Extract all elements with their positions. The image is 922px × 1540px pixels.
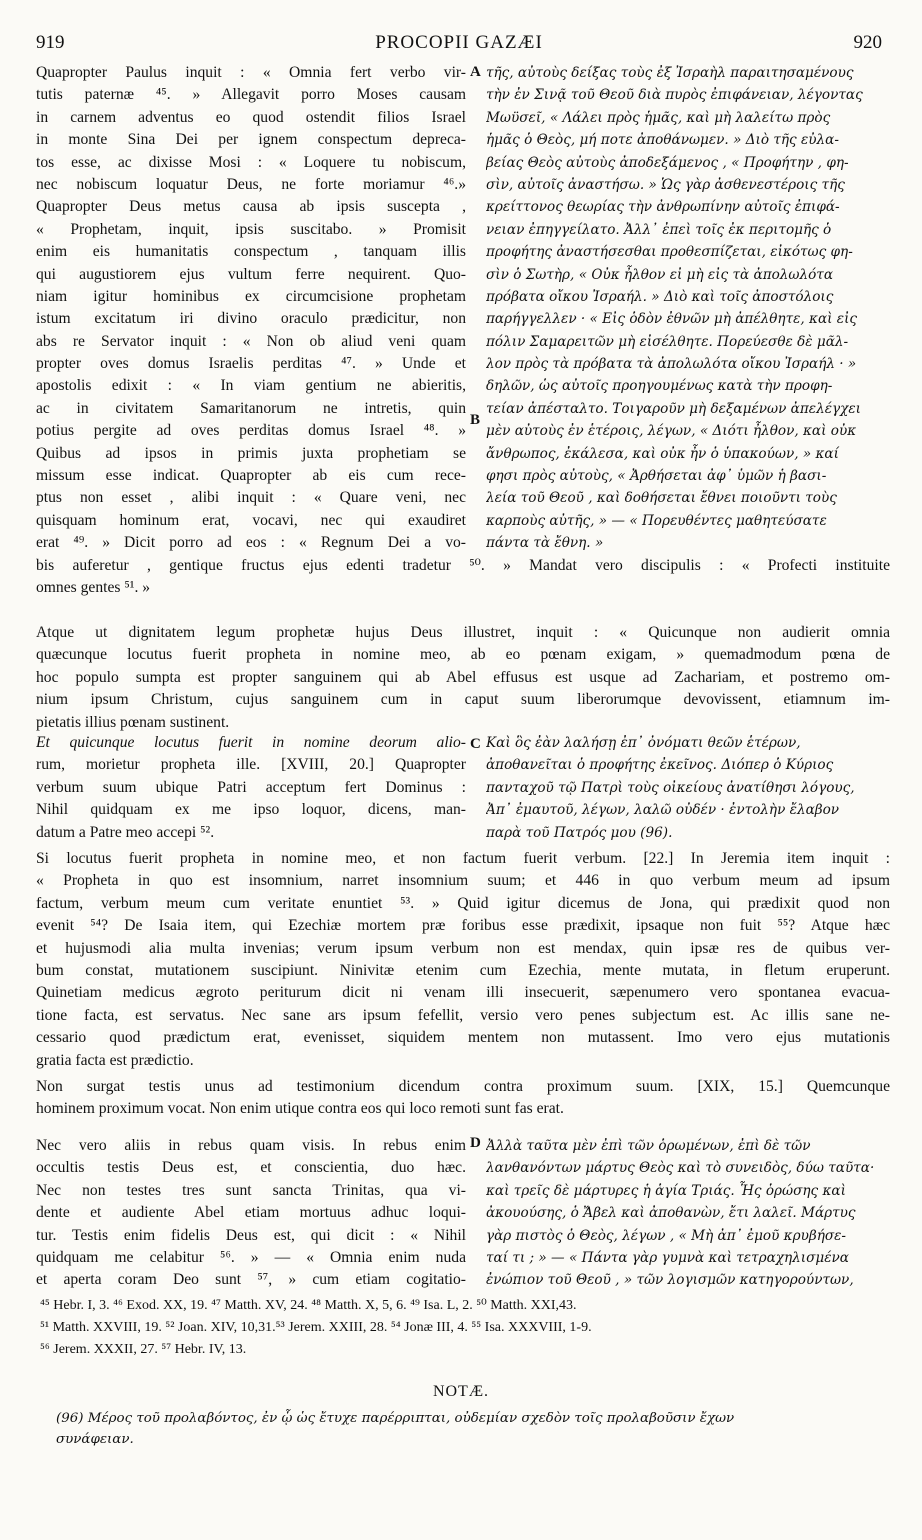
latin-line: apostolis edixit : « In viam gentium ne abieritis,	[36, 377, 466, 395]
latin-line: occultis testis Deus est, et conscientia, duo hæc.	[36, 1159, 466, 1177]
note-line: (96) Μέρος τοῦ προλαβόντος, ἐν ᾧ ὡς ἔτυχε παρέρριπται, οὐδεμίαν σχεδὸν τοῖς προλαβοῦσιν ἔχων	[56, 1411, 735, 1426]
latin-line: quisquam hominum erat, vocavi, nec qui exaudiret	[36, 511, 466, 529]
greek-line: καρποὺς αὐτῆς, » — « Πορευθέντες μαθητεύσατε	[486, 512, 827, 529]
latin-line: Quibus ad ipsos in primis juxta prophetiam se	[36, 444, 466, 462]
section-marker-a: A	[470, 64, 481, 80]
latin-line: ptus non esset , alibi inquit : « Quare veni, nec	[36, 489, 466, 507]
latin-line: hoc populo sumpta est propter sanguinem qui ab Abel effusus est usque ad Zachariam, et postremo om-	[36, 668, 890, 686]
latin-line: gratia facta est prædictio.	[36, 1051, 194, 1069]
greek-line: σὶν, αὐτοῖς ἀναστήσω. » Ὡς γὰρ ἀσθενεστέροις τῆς	[486, 176, 845, 193]
greek-line: καὶ τρεῖς δὲ μάρτυρες ἡ ἁγία Τριάς. Ἧς ὁρώσης καὶ	[486, 1182, 846, 1199]
latin-line: Quinetiam medicus ægroto periturum dicit ni venam illi insecuerit, sæpenumero vero spontanea evacua-	[36, 984, 890, 1002]
greek-line: λεία τοῦ Θεοῦ , καὶ δοθήσεται ἔθνει ποιοῦντι τοὺς	[486, 490, 837, 507]
latin-line: Atque ut dignitatem legum prophetæ hujus Deus illustret, inquit : « Quicunque non audierit omnia	[36, 624, 890, 641]
greek-line: ἐνώπιον τοῦ Θεοῦ , » τῶν λογισμῶν κατηγορούντων,	[486, 1272, 854, 1289]
latin-continuation	[36, 555, 890, 600]
section-marker-d: D	[470, 1135, 481, 1151]
greek-line: πάντα τὰ ἔθνη. »	[486, 535, 604, 552]
latin-line: ac in civitatem Samaritanorum ne intretis, quin	[36, 399, 466, 417]
latin-line: Et quicunque locutus fuerit in nomine deorum alio-	[36, 734, 466, 751]
paragraph-jeremia	[36, 848, 890, 1072]
greek-line: τὴν ἐν Σινᾷ τοῦ Θεοῦ διὰ πυρὸς ἐπιφάνειαν, λέγοντας	[486, 87, 863, 104]
section-marker-c: C	[470, 736, 481, 752]
greek-line: τείαν ἀπέσταλτο. Τοιγαροῦν μὴ δεξαμένων ἀπελέγχει	[486, 400, 861, 417]
greek-line: ἀκουούσης, ὁ Ἄβελ καὶ ἀποθανὼν, ἔτι λαλεῖ. Μάρτυς	[486, 1205, 856, 1222]
latin-line: propter oves domus Israelis perditas ⁴⁷. » Unde et	[36, 355, 466, 373]
section-marker-b: B	[470, 412, 481, 428]
latin-line: tur. Testis enim fidelis Deus est, qui dicit : « Nihil	[36, 1226, 466, 1244]
latin-line: evenit ⁵⁴? De Isaia item, qui Ezechiæ mortem præ foribus esse prædixit, ipsaque non fuit ⁵⁵? Atque hæc	[36, 917, 890, 935]
latin-line: quidquam me celabitur ⁵⁶. » — « Omnia enim nuda	[36, 1248, 466, 1266]
greek-line: πανταχοῦ τῷ Πατρὶ τοὺς οἰκείους ἀνατίθησι λόγους,	[486, 779, 855, 796]
latin-line: enim eis humanitatis conspectum , tanquam illis	[36, 243, 466, 261]
latin-line: in carnem adventus eo quod ostendit filios Israel	[36, 108, 466, 126]
greek-line: παρὰ τοῦ Πατρός μου (96).	[486, 824, 673, 841]
latin-column-d	[36, 1135, 466, 1292]
latin-line: dente et audiente Abel etiam mortuus adhuc loqui-	[36, 1204, 466, 1222]
latin-line: erat ⁴⁹. » Dicit porro ad eos : « Regnum Dei a vo-	[36, 534, 466, 552]
latin-line: Si locutus fuerit propheta in nomine meo, et non factum fuerit verbum. [22.] In Jeremia item inquit :	[36, 850, 890, 867]
greek-line: δηλῶν, ὡς αὐτοῖς προηγουμένως κατὰ τὴν προφη-	[486, 378, 833, 395]
latin-line: cessario quod prædictum erat, evenisset, siquidem mentem non mutassent. Imo vero ejus mutationis	[36, 1029, 890, 1047]
latin-line: « Prophetam, inquit, ipsis suscitabo. » Promisit	[36, 220, 466, 238]
greek-line: ἡμᾶς ὁ Θεὸς, μή ποτε ἀποθάνωμεν. » Διὸ τῆς εὐλα-	[486, 132, 839, 149]
latin-line: Nec non testes tres sunt sancta Trinitas, qua vi-	[36, 1181, 466, 1199]
latin-line: pietatis illius pœnam sustinent.	[36, 713, 230, 731]
footnote-line: ⁵⁶ Jerem. XXXII, 27. ⁵⁷ Hebr. IV, 13.	[40, 1342, 247, 1357]
latin-line: et hujusmodi alia multa invenias; verum ipsum verbum non est mendax, quin ipsæ res de quibus ver-	[36, 939, 890, 957]
greek-line: Καὶ ὃς ἐὰν λαλήσῃ ἐπ᾽ ὀνόματι θεῶν ἑτέρων,	[486, 735, 801, 751]
footnote-line: ⁵¹ Matth. XXVIII, 19. ⁵² Joan. XIV, 10,31.⁵³ Jerem. XXIII, 28. ⁵⁴ Jonæ III, 4. ⁵⁵ Isa. XXXVIII, 1-9.	[40, 1320, 592, 1335]
latin-line: rum, morietur propheta ille. [XVIII, 20.] Quapropter	[36, 756, 466, 774]
latin-line: factum, verbum meum cum veritate enuntiet ⁵³. » Quid igitur dicemus de Jona, qui prædixit quod non	[36, 894, 890, 912]
greek-line: Μωϋσεῖ, « Λάλει πρὸς ἡμᾶς, καὶ μὴ λαλείτω πρὸς	[486, 109, 831, 126]
greek-line: σὶν ὁ Σωτὴρ, « Οὐκ ἦλθον εἰ μὴ εἰς τὰ ἀπολωλότα	[486, 266, 834, 283]
page-number-left: 919	[36, 32, 65, 53]
latin-column-c	[36, 732, 466, 844]
latin-line: Quapropter Deus metus causa ab ipsis suscepta ,	[36, 198, 466, 216]
greek-line: Ἀλλὰ ταῦτα μὲν ἐπὶ τῶν ὁρωμένων, ἐπὶ δὲ τῶν	[486, 1138, 811, 1154]
greek-line: βείας Θεὸς αὐτοὺς ἀποδεξάμενος , « Προφήτην , φη-	[486, 154, 849, 171]
greek-line: λον πρὸς τὰ πρόβατα τὰ ἀπολωλότα οἴκου Ἰσραήλ · »	[486, 356, 857, 373]
greek-line: πόλιν Σαμαρειτῶν μὴ εἰσέλθητε. Πορεύεσθε δὲ μᾶλ-	[486, 333, 849, 350]
latin-line: Nihil quidquam ex me ipso loquor, dicens, man-	[36, 801, 466, 819]
greek-line: ἄνθρωπος, ἐκάλεσα, καὶ οὐκ ἦν ὁ ὑπακούων, » καί	[486, 445, 839, 462]
greek-column-a	[486, 62, 890, 555]
greek-line: παρήγγελλεν · « Εἰς ὁδὸν ἐθνῶν μὴ ἀπέλθητε, καὶ εἰς	[486, 311, 858, 328]
greek-line: κρείττονος θεωρίας τὴν ἀνθρωπίνην αὐτοῖς ἐπιφά-	[486, 199, 840, 216]
latin-line: in monte Sina Dei per ignem conspectum depreca-	[36, 131, 466, 149]
latin-line: datum a Patre meo accepi ⁵².	[36, 823, 215, 841]
notae-title: NOTÆ.	[432, 1383, 490, 1400]
latin-line: tos esse, ac dixisse Mosi : « Loquere tu nobiscum,	[36, 153, 466, 171]
latin-line: quæcunque locutus fuerit propheta in nomine meo, ab eo pœnam exigam, » quemadmodum pœna de	[36, 646, 890, 664]
latin-line: niam igitur hominibus ex circumcisione prophetam	[36, 287, 466, 305]
running-title: PROCOPII GAZÆI	[375, 32, 543, 53]
latin-line: missum esse indicat. Quapropter ab eis cum rece-	[36, 467, 466, 485]
latin-line: Quapropter Paulus inquit : « Omnia fert verbo vir-	[36, 64, 466, 81]
running-header	[36, 32, 882, 58]
latin-line: potius pergite ad oves perditas domus Israel ⁴⁸. »	[36, 422, 466, 440]
latin-line: verbum suum ubique Patri acceptum fert Dominus :	[36, 778, 466, 796]
latin-line: tione facta, est servatus. Nec sane ars ipsum fefellit, versio vero penes subjectum est. Ac illis sane ne-	[36, 1006, 890, 1024]
greek-line: φησι πρὸς αὐτοὺς, « Ἀρθήσεται ἀφ᾽ ὑμῶν ἡ βασι-	[486, 468, 827, 485]
latin-line: « Propheta in quo est insomnium, narret insomnium suum; et 446 in quo verbum meum ad ipsum	[36, 872, 890, 890]
greek-line: Ἀπ᾽ ἐμαυτοῦ, λέγων, λαλῶ οὐδέν · ἐντολὴν ἔλαβον	[486, 802, 840, 819]
latin-line: hominem proximum vocat. Non enim utique contra eos qui loco remoti sunt fas erat.	[36, 1100, 564, 1118]
latin-column-a	[36, 62, 466, 555]
latin-line: abs re Servator inquit : « Non ob aliud veni quam	[36, 332, 466, 350]
latin-line: tutis paternæ ⁴⁵. » Allegavit porro Moses causam	[36, 86, 466, 104]
latin-line: bum constat, mutationem suscipiunt. Ninivitæ etenim cum Ezechia, mente mutata, in fletum eruperunt.	[36, 961, 890, 979]
latin-line: omnes gentes ⁵¹. »	[36, 579, 151, 597]
greek-line: λανθανόντων μάρτυς Θεὸς καὶ τὸ συνειδὸς, δύω ταῦτα·	[486, 1160, 875, 1177]
latin-line: Nec vero aliis in rebus quam visis. In rebus enim	[36, 1137, 466, 1154]
greek-line: πρόβατα οἴκου Ἰσραήλ. » Διὸ καὶ τοῖς ἀποστόλοις	[486, 288, 834, 305]
latin-line: nium ipsum Christum, cujus sanguinem cum in caput suum liberorumque devovissent, etiamnum im-	[36, 691, 890, 709]
greek-line: τῆς, αὐτοὺς δείξας τοὺς ἐξ Ἰσραὴλ παραιτησαμένους	[486, 65, 854, 81]
note-line: συνάφειαν.	[56, 1432, 134, 1447]
greek-column-d	[486, 1135, 890, 1292]
greek-line: γὰρ πιστὸς ὁ Θεὸς, λέγων , « Μὴ ἀπ᾽ ἐμοῦ κρυβήσε-	[486, 1227, 847, 1244]
latin-line: istum excitatum iri divino oraculo prædicitur, non	[36, 310, 466, 328]
footnote-line: ⁴⁵ Hebr. I, 3. ⁴⁶ Exod. XX, 19. ⁴⁷ Matth. XV, 24. ⁴⁸ Matth. X, 5, 6. ⁴⁹ Isa. L, 2. ⁵⁰ Matth. XXI,43.	[40, 1298, 577, 1313]
greek-column-c	[486, 732, 890, 844]
latin-line: qui augustiorem ejus vultum ferre nequirent. Quo-	[36, 265, 466, 283]
greek-line: μὲν αὐτοὺς ἐν ἑτέροις, λέγων, « Διότι ἦλθον, καὶ οὐκ	[486, 423, 857, 440]
latin-line: nec nobiscum loquatur Deus, ne forte moriamur ⁴⁶.»	[36, 175, 466, 193]
latin-line: et aperta coram Deo sunt ⁵⁷, » cum etiam cogitatio-	[36, 1271, 466, 1289]
paragraph-dignity	[36, 622, 890, 734]
page-number-right: 920	[853, 32, 882, 53]
greek-line: νειαν ἐπηγγείλατο. Ἀλλ᾽ ἐπεὶ τοῖς ἐκ περιτομῆς ὁ	[486, 221, 832, 238]
latin-line: Non surgat testis unus ad testimonium dicendum contra proximum suum. [XIX, 15.] Quemcunque	[36, 1078, 890, 1095]
notae-body	[56, 1408, 890, 1450]
paragraph-testis	[36, 1076, 890, 1121]
greek-line: προφήτης ἀναστήσεσθαι προθεσπίζεται, εἰκότως φη-	[486, 244, 853, 261]
latin-line: bis auferetur , gentique fructus ejus edenti tradetur ⁵⁰. » Mandat vero discipulis : « Profecti instituite	[36, 557, 890, 574]
greek-line: ἀποθανεῖται ὁ προφήτης ἐκεῖνος. Διόπερ ὁ Κύριος	[486, 757, 834, 774]
greek-line: ταί τι ; » — « Πάντα γὰρ γυμνὰ καὶ τετραχηλισμένα	[486, 1249, 849, 1266]
